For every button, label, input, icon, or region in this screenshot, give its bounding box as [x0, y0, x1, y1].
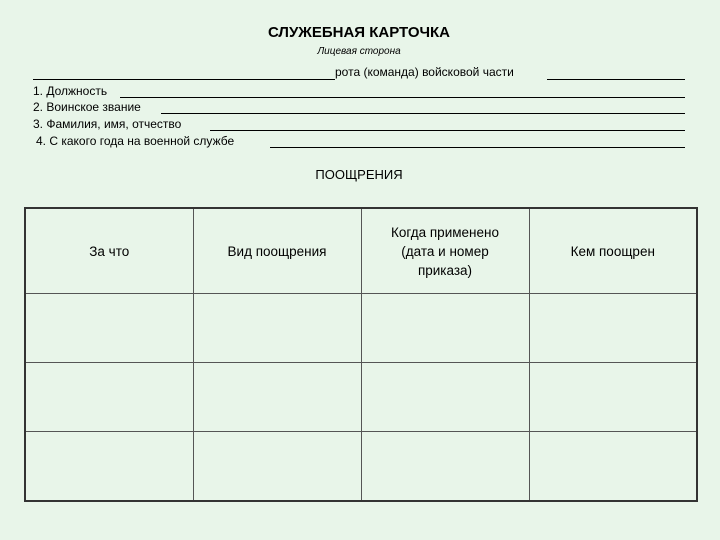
column-header-award-type: Вид поощрения	[193, 208, 361, 294]
section-title: ПООЩРЕНИЯ	[315, 167, 403, 182]
card-title: СЛУЖЕБНАЯ КАРТОЧКА	[267, 24, 451, 41]
table-row	[25, 432, 697, 502]
table-row	[25, 294, 697, 363]
field-rank-rule[interactable]	[161, 113, 685, 114]
table-row	[25, 363, 697, 432]
table-cell[interactable]	[529, 363, 697, 432]
field-position-label: 1. Должность	[33, 84, 108, 98]
field-service-year-rule[interactable]	[270, 147, 685, 148]
table-cell[interactable]	[193, 294, 361, 363]
awards-table	[24, 207, 698, 502]
table-cell[interactable]	[193, 432, 361, 502]
column-header-awarded-by: Кем поощрен	[529, 208, 697, 294]
table-cell[interactable]	[361, 294, 529, 363]
field-name-rule[interactable]	[210, 130, 685, 131]
table-cell[interactable]	[25, 432, 193, 502]
table-cell[interactable]	[529, 432, 697, 502]
table-header-row	[25, 208, 697, 294]
field-name-label: 3. Фамилия, имя, отчество	[33, 117, 182, 131]
column-header-reason: За что	[25, 208, 193, 294]
table-cell[interactable]	[529, 294, 697, 363]
table-cell[interactable]	[361, 363, 529, 432]
table-cell[interactable]	[25, 294, 193, 363]
column-header-date-order: Когда применено (дата и номер приказа)	[361, 208, 529, 294]
unit-line-rule-right	[547, 79, 685, 80]
field-position-rule[interactable]	[120, 97, 685, 98]
field-service-year-label: 4. С какого года на военной службе	[36, 134, 235, 148]
unit-line-rule-left	[33, 79, 335, 80]
field-rank-label: 2. Воинское звание	[33, 100, 141, 114]
table-cell[interactable]	[193, 363, 361, 432]
table-cell[interactable]	[25, 363, 193, 432]
table-cell[interactable]	[361, 432, 529, 502]
card-subtitle: Лицевая сторона	[317, 46, 401, 57]
unit-line-label: рота (команда) войсковой части	[335, 65, 514, 79]
